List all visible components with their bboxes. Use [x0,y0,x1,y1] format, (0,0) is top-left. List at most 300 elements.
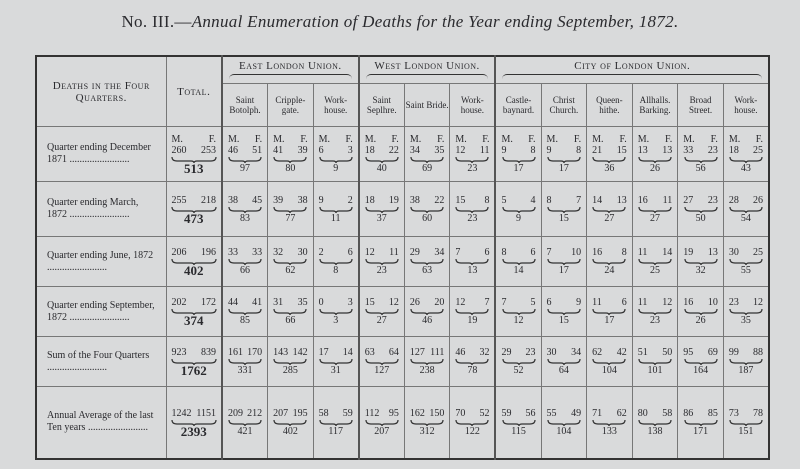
brace-icon [638,258,672,265]
male-count: 38 [409,194,420,206]
female-count: 212 [247,407,263,419]
district-cell [450,127,496,182]
district-cell [495,237,541,287]
cell-total: 17 [558,265,569,276]
female-count: 150 [429,407,445,419]
male-count: 30 [728,247,739,258]
header-group [222,56,359,84]
male-female-values [223,297,267,308]
male-count: 162 [409,407,425,419]
male-female-values [678,145,723,156]
male-female-values [450,145,494,156]
table-row [36,127,769,182]
female-count: 839 [201,347,216,358]
male-female-values [450,347,494,358]
male-count: 5 [501,194,507,206]
row-label [36,387,166,459]
cell-total: 238 [419,365,435,376]
cell-total: 9 [333,163,339,174]
female-count: 45 [252,194,263,206]
district-cell [723,237,769,287]
cell-total: 27 [649,212,660,224]
brace-icon [410,258,444,265]
cell-total: 56 [695,163,706,174]
table-row [36,287,769,337]
cell-total: 80 [285,163,296,174]
brace-icon [729,308,763,315]
female-count: 95 [388,407,399,419]
cell-total: 9 [516,212,521,224]
male-count: 206 [171,247,187,258]
female-label: F. [665,134,673,145]
cell-total: 23 [649,315,660,326]
brace-icon [547,156,581,163]
brace-icon [502,258,536,265]
group-brace-icon [502,74,762,81]
header-group [359,56,496,84]
male-count: 99 [728,347,739,358]
male-female-values [405,408,450,419]
male-female-values [587,247,632,258]
district-cell [587,127,633,182]
district-cell [313,287,359,337]
female-count: 111 [430,347,445,358]
male-label: M. [273,134,285,145]
female-count: 52 [479,407,490,419]
male-count: 15 [364,297,375,308]
male-count: 0 [318,297,324,308]
table-row [36,182,769,237]
male-female-values [724,247,768,258]
male-count: 161 [228,347,243,358]
brace-icon [365,308,399,315]
cell-total: 331 [237,365,253,376]
district-cell [268,127,314,182]
cell-total: 62 [285,265,296,276]
district-cell [678,287,724,337]
brace-icon [684,308,718,315]
female-count: 59 [342,407,353,419]
cell-total: 138 [647,425,663,437]
brace-icon [273,419,307,426]
male-female-values [724,195,768,206]
male-female-values [587,145,632,156]
header-district: Christ Church. [541,84,587,127]
male-count: 16 [637,194,648,206]
male-count: 14 [592,194,603,206]
male-female-values [223,195,267,206]
district-cell [450,287,496,337]
male-count: 27 [683,194,694,206]
female-label: F. [345,134,353,145]
male-count: 6 [546,297,552,308]
female-count: 22 [388,145,399,156]
cell-total: 23 [467,163,478,174]
district-cell [359,127,405,182]
cell-total: 19 [467,315,478,326]
male-female-values [167,408,222,419]
brace-icon [638,308,672,315]
cell-total: 104 [556,425,572,437]
brace-icon [365,419,399,426]
brace-icon [592,156,626,163]
male-female-values [405,247,450,258]
male-female-values [223,347,267,358]
district-cell [313,127,359,182]
cell-total: 402 [184,263,204,278]
male-female-values [314,297,358,308]
district-cell [541,182,587,237]
mf-header [542,134,587,145]
brace-icon [502,358,536,365]
cell-total: 1762 [180,363,207,378]
female-count: 218 [201,194,216,206]
male-count: 143 [273,347,289,358]
district-cell [587,237,633,287]
brace-icon [729,258,763,265]
district-cell [678,237,724,287]
female-count: 13 [616,194,627,206]
male-label: M. [364,134,377,145]
female-count: 25 [753,247,763,258]
district-cell [678,127,724,182]
male-female-values [167,195,222,206]
female-count: 253 [201,145,216,156]
male-female-values [587,297,632,308]
brace-icon [410,206,444,213]
female-count: 12 [662,297,673,308]
male-count: 9 [318,194,324,206]
male-count: 41 [273,145,284,156]
district-cell [632,287,678,337]
female-count: 6 [484,247,490,258]
cell-total: 15 [558,315,569,326]
row-label [36,182,166,237]
cell-total: 54 [740,212,751,224]
district-cell [587,182,633,237]
male-count: 207 [273,407,289,419]
female-count: 13 [707,247,718,258]
male-count: 18 [364,145,375,156]
cell-total: 15 [558,212,569,224]
male-label: M. [171,134,183,145]
district-cell [222,387,268,459]
header-district: Work-house. [723,84,769,127]
male-female-values [496,247,540,258]
brace-icon [455,419,489,426]
male-female-values [405,347,450,358]
male-count: 11 [637,297,648,308]
brace-icon [592,258,626,265]
cell-total: 127 [374,365,390,376]
row-total-cell [166,387,222,459]
female-label: F. [528,134,536,145]
male-label: M. [409,134,422,145]
brace-icon [502,419,536,426]
male-female-values [360,297,404,308]
district-cell [495,387,541,459]
female-count: 11 [662,194,673,206]
female-count: 25 [753,145,763,156]
cell-total: 513 [184,161,204,176]
brace-icon [228,258,262,265]
brace-icon [273,258,307,265]
male-female-values [268,195,313,206]
district-cell [723,337,769,387]
brace-icon [365,258,399,265]
female-label: F. [573,134,582,145]
male-count: 255 [171,194,187,206]
brace-icon [729,156,763,163]
brace-icon [684,206,718,213]
male-female-values [724,297,768,308]
female-count: 5 [530,297,536,308]
female-count: 34 [571,347,582,358]
brace-icon [228,419,262,426]
cell-total: 17 [558,163,569,174]
header-district: Saint Seplhre. [359,84,405,127]
male-count: 209 [228,407,243,419]
female-count: 8 [621,247,627,258]
male-female-values [450,247,494,258]
female-count: 64 [388,347,399,358]
male-count: 32 [273,247,284,258]
male-count: 29 [409,247,420,258]
district-cell [678,182,724,237]
district-cell [404,127,450,182]
district-cell [359,182,405,237]
male-count: 127 [409,347,425,358]
female-count: 51 [252,145,263,156]
cell-total: 25 [649,265,660,276]
male-count: 7 [501,297,507,308]
male-count: 62 [592,347,603,358]
male-female-values [633,347,678,358]
male-female-values [542,247,587,258]
mf-header [450,134,494,145]
male-count: 19 [683,247,694,258]
male-count: 12 [455,145,466,156]
female-count: 9 [576,297,582,308]
female-label: F. [391,134,399,145]
female-count: 14 [342,347,353,358]
brace-icon [455,206,489,213]
cell-total: 40 [376,163,387,174]
district-cell [222,287,268,337]
brace-icon [729,358,763,365]
brace-icon [455,258,489,265]
male-label: M. [546,134,558,145]
male-count: 28 [728,194,739,206]
brace-icon [729,206,763,213]
male-female-values [678,297,723,308]
female-count: 32 [479,347,490,358]
cell-total: 35 [740,315,751,326]
brace-icon [365,156,399,163]
male-count: 26 [409,297,420,308]
district-cell [450,182,496,237]
district-cell [222,237,268,287]
brace-icon [228,206,262,213]
female-count: 6 [347,247,353,258]
row-total-cell [166,337,222,387]
male-female-values [542,297,587,308]
cell-total: 3 [333,315,339,326]
cell-total: 83 [240,212,251,224]
cell-total: 133 [601,425,617,437]
cell-total: 23 [376,265,387,276]
header-district: Castle-baynard. [495,84,541,127]
female-count: 69 [707,347,718,358]
district-cell [723,287,769,337]
male-count: 71 [592,407,603,419]
row-label [36,127,166,182]
male-count: 30 [546,347,557,358]
female-count: 38 [297,194,308,206]
male-female-values [542,347,587,358]
female-count: 22 [434,194,445,206]
brace-icon [228,358,262,365]
brace-icon [455,308,489,315]
male-count: 21 [592,145,603,156]
brace-icon [273,308,307,315]
male-female-values [314,247,358,258]
male-count: 46 [228,145,238,156]
female-label: F. [208,134,216,145]
brace-icon [729,419,763,426]
male-female-values [678,347,723,358]
document-title [0,12,800,32]
district-cell [313,337,359,387]
district-cell [587,387,633,459]
mf-header [360,134,404,145]
row-total-cell [166,237,222,287]
cell-total: 60 [422,212,433,224]
district-cell [495,337,541,387]
brace-icon [228,308,262,315]
row-label-text: Quarter ending March, 1872 ..... [47,197,160,221]
female-count: 42 [616,347,627,358]
male-female-values [542,145,587,156]
cell-total: 36 [604,163,615,174]
male-female-values [542,195,587,206]
male-female-values [405,145,450,156]
male-label: M. [728,134,741,145]
brace-icon [638,358,672,365]
district-cell [359,237,405,287]
district-cell [541,237,587,287]
female-count: 7 [484,297,490,308]
male-female-values [405,297,450,308]
row-label [36,287,166,337]
district-cell [723,182,769,237]
male-count: 16 [683,297,694,308]
male-female-values [724,408,768,419]
district-cell [404,387,450,459]
female-count: 3 [347,145,353,156]
male-count: 17 [318,347,329,358]
male-count: 70 [455,407,466,419]
female-count: 88 [753,347,763,358]
male-count: 73 [728,407,739,419]
male-count: 95 [683,347,694,358]
table-row [36,337,769,387]
male-female-values [633,195,678,206]
female-count: 41 [252,297,263,308]
cell-total: 55 [740,265,751,276]
cell-total: 64 [558,365,569,376]
cell-total: 13 [467,265,478,276]
female-count: 23 [707,194,718,206]
table-row [36,387,769,459]
male-female-values [587,347,632,358]
male-female-values [268,408,313,419]
male-female-values [496,347,540,358]
header-district: Saint Bride. [404,84,450,127]
brace-icon [319,258,353,265]
male-label: M. [318,134,331,145]
mf-header [405,134,450,145]
cell-total: 374 [184,313,204,328]
group-brace-icon [366,74,489,81]
male-count: 39 [273,194,284,206]
mf-header [724,134,768,145]
male-count: 59 [501,407,512,419]
district-cell [678,387,724,459]
district-cell [404,287,450,337]
row-total-cell [166,182,222,237]
female-count: 62 [616,407,627,419]
male-female-values [724,347,768,358]
male-count: 46 [455,347,466,358]
male-count: 23 [728,297,739,308]
male-female-values [167,297,222,308]
district-cell [495,127,541,182]
brace-icon [638,206,672,213]
male-female-values [633,247,678,258]
cell-total: 37 [376,212,387,224]
female-count: 10 [707,297,718,308]
female-count: 35 [297,297,308,308]
brace-icon [410,419,444,426]
male-count: 9 [501,145,507,156]
header-quarters: Deaths in the Four Quarters. [36,56,166,127]
header-district: Queen-hithe. [587,84,633,127]
district-cell [678,337,724,387]
header-district: Saint Botolph. [222,84,268,127]
female-count: 6 [530,247,536,258]
male-count: 33 [228,247,238,258]
female-count: 23 [525,347,536,358]
male-count: 260 [171,145,187,156]
male-count: 13 [637,145,648,156]
district-cell [632,182,678,237]
table-row [36,237,769,287]
group-label: City of London Union. [574,59,691,72]
male-female-values [268,145,313,156]
brace-icon [365,206,399,213]
district-cell [723,387,769,459]
male-count: 63 [364,347,375,358]
district-cell [587,287,633,337]
cell-total: 78 [467,365,478,376]
female-count: 8 [484,194,490,206]
female-count: 10 [571,247,582,258]
brace-icon [273,358,307,365]
male-female-values [724,145,768,156]
female-count: 172 [201,297,216,308]
male-female-values [678,247,723,258]
